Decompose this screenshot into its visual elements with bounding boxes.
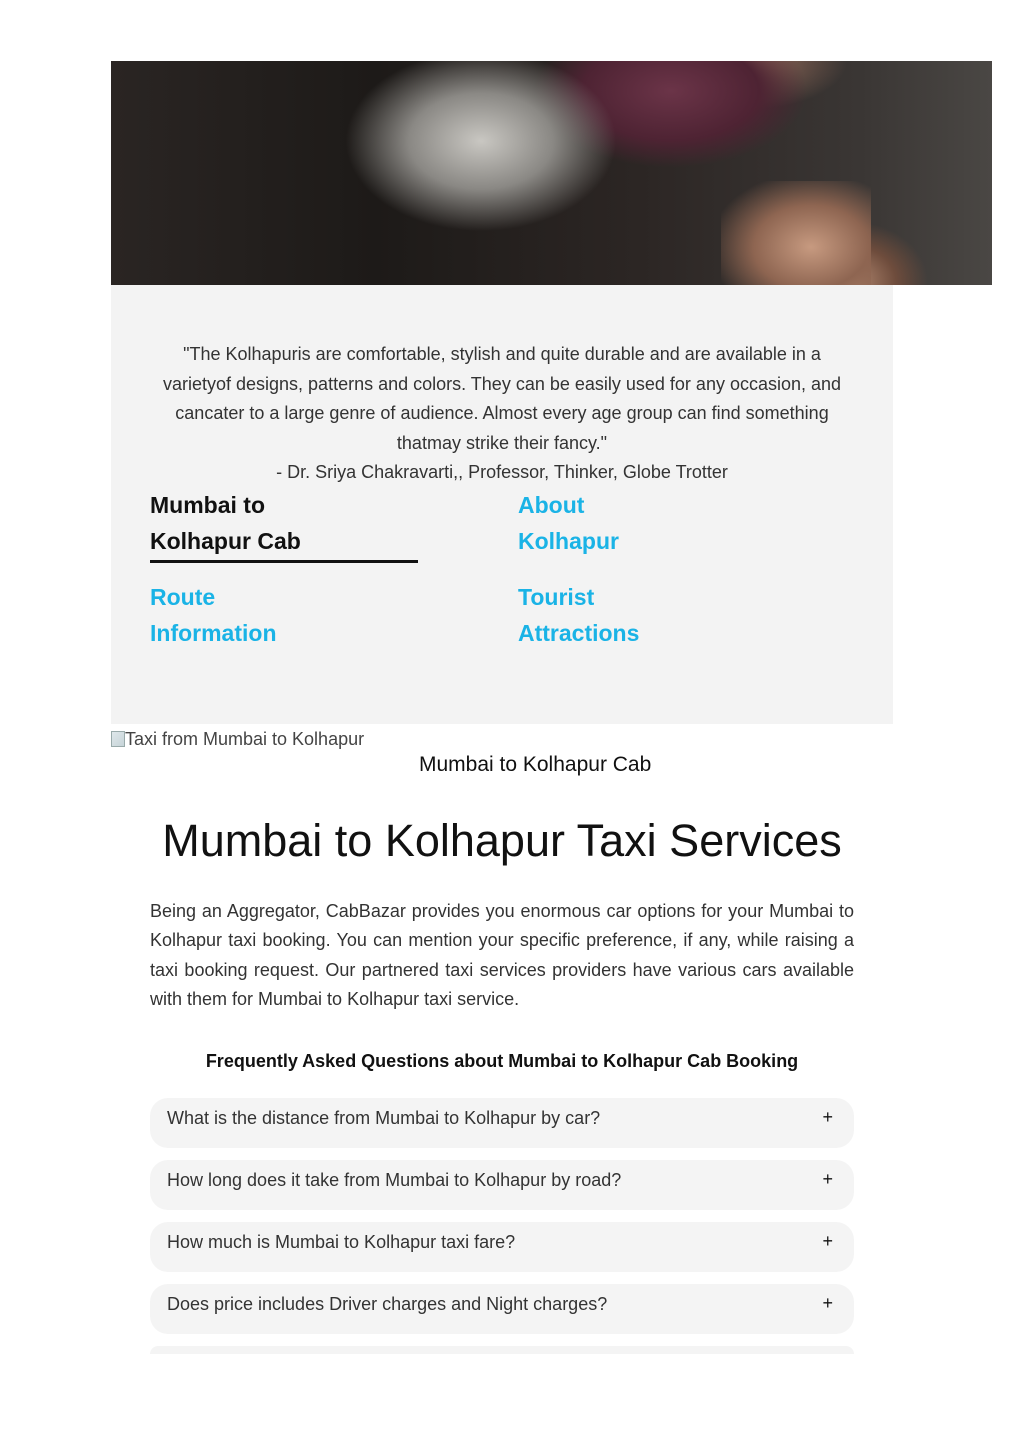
faq-item[interactable] bbox=[150, 1222, 854, 1272]
faq-question: What is the distance from Mumbai to Kolhapur by car? bbox=[167, 1108, 601, 1128]
link-label-line2: Attractions bbox=[518, 620, 640, 646]
link-label-line2: Information bbox=[150, 620, 277, 646]
quote-panel bbox=[111, 285, 893, 724]
link-label-line1: Route bbox=[150, 584, 216, 610]
link-route-information[interactable] bbox=[150, 579, 450, 651]
link-label-line2: Kolhapur bbox=[518, 528, 619, 554]
faq-item[interactable] bbox=[150, 1284, 854, 1334]
faq-item[interactable] bbox=[150, 1098, 854, 1148]
quote-text: "The Kolhapuris are comfortable, stylish and quite durable and are available in a varietyof designs, patterns and colors. They can be easily used for any occasion, and cancater to a large genre of audience. Almost every age group can find something thatmay strike their fancy." bbox=[162, 344, 842, 453]
broken-image-icon bbox=[111, 731, 125, 747]
faq-heading: Frequently Asked Questions about Mumbai to Kolhapur Cab Booking bbox=[205, 1051, 799, 1071]
link-label-line1: About bbox=[518, 492, 585, 518]
faq-item-partial[interactable] bbox=[150, 1346, 854, 1354]
page-title: Mumbai to Kolhapur Taxi Services bbox=[162, 815, 842, 866]
intro-paragraph: Being an Aggregator, CabBazar provides you enormous car options for your Mumbai to Kolhapur taxi booking. You can mention your specific preference, if any, while raising a taxi booking request. Our partnered taxi services providers have various cars available with them for Mumbai to Kolhapur taxi service. bbox=[150, 901, 854, 1009]
testimonial-quote bbox=[151, 340, 853, 488]
link-label-line2: Kolhapur Cab bbox=[150, 528, 301, 554]
faq-item[interactable] bbox=[150, 1160, 854, 1210]
expand-icon[interactable]: + bbox=[822, 1107, 833, 1127]
hero-image bbox=[111, 61, 992, 285]
expand-icon[interactable]: + bbox=[822, 1293, 833, 1313]
image-alt-text: Taxi from Mumbai to Kolhapur bbox=[125, 729, 365, 749]
hero-photo-detail bbox=[721, 181, 871, 291]
cab-caption: Mumbai to Kolhapur Cab bbox=[419, 753, 652, 776]
link-mumbai-to-kolhapur-cab[interactable] bbox=[150, 487, 450, 559]
expand-icon[interactable]: + bbox=[822, 1231, 833, 1251]
link-label-line1: Mumbai to bbox=[150, 492, 265, 518]
faq-question: Does price includes Driver charges and Night charges? bbox=[167, 1294, 608, 1314]
link-label-line1: Tourist bbox=[518, 584, 595, 610]
link-tourist-attractions[interactable] bbox=[518, 579, 818, 651]
faq-question: How much is Mumbai to Kolhapur taxi fare? bbox=[167, 1232, 516, 1252]
taxi-image-placeholder bbox=[111, 728, 364, 750]
expand-icon[interactable]: + bbox=[822, 1169, 833, 1189]
quote-author: - Dr. Sriya Chakravarti,, Professor, Thinker, Globe Trotter bbox=[276, 462, 728, 482]
faq-question: How long does it take from Mumbai to Kolhapur by road? bbox=[167, 1170, 622, 1190]
link-about-kolhapur[interactable] bbox=[518, 487, 818, 559]
